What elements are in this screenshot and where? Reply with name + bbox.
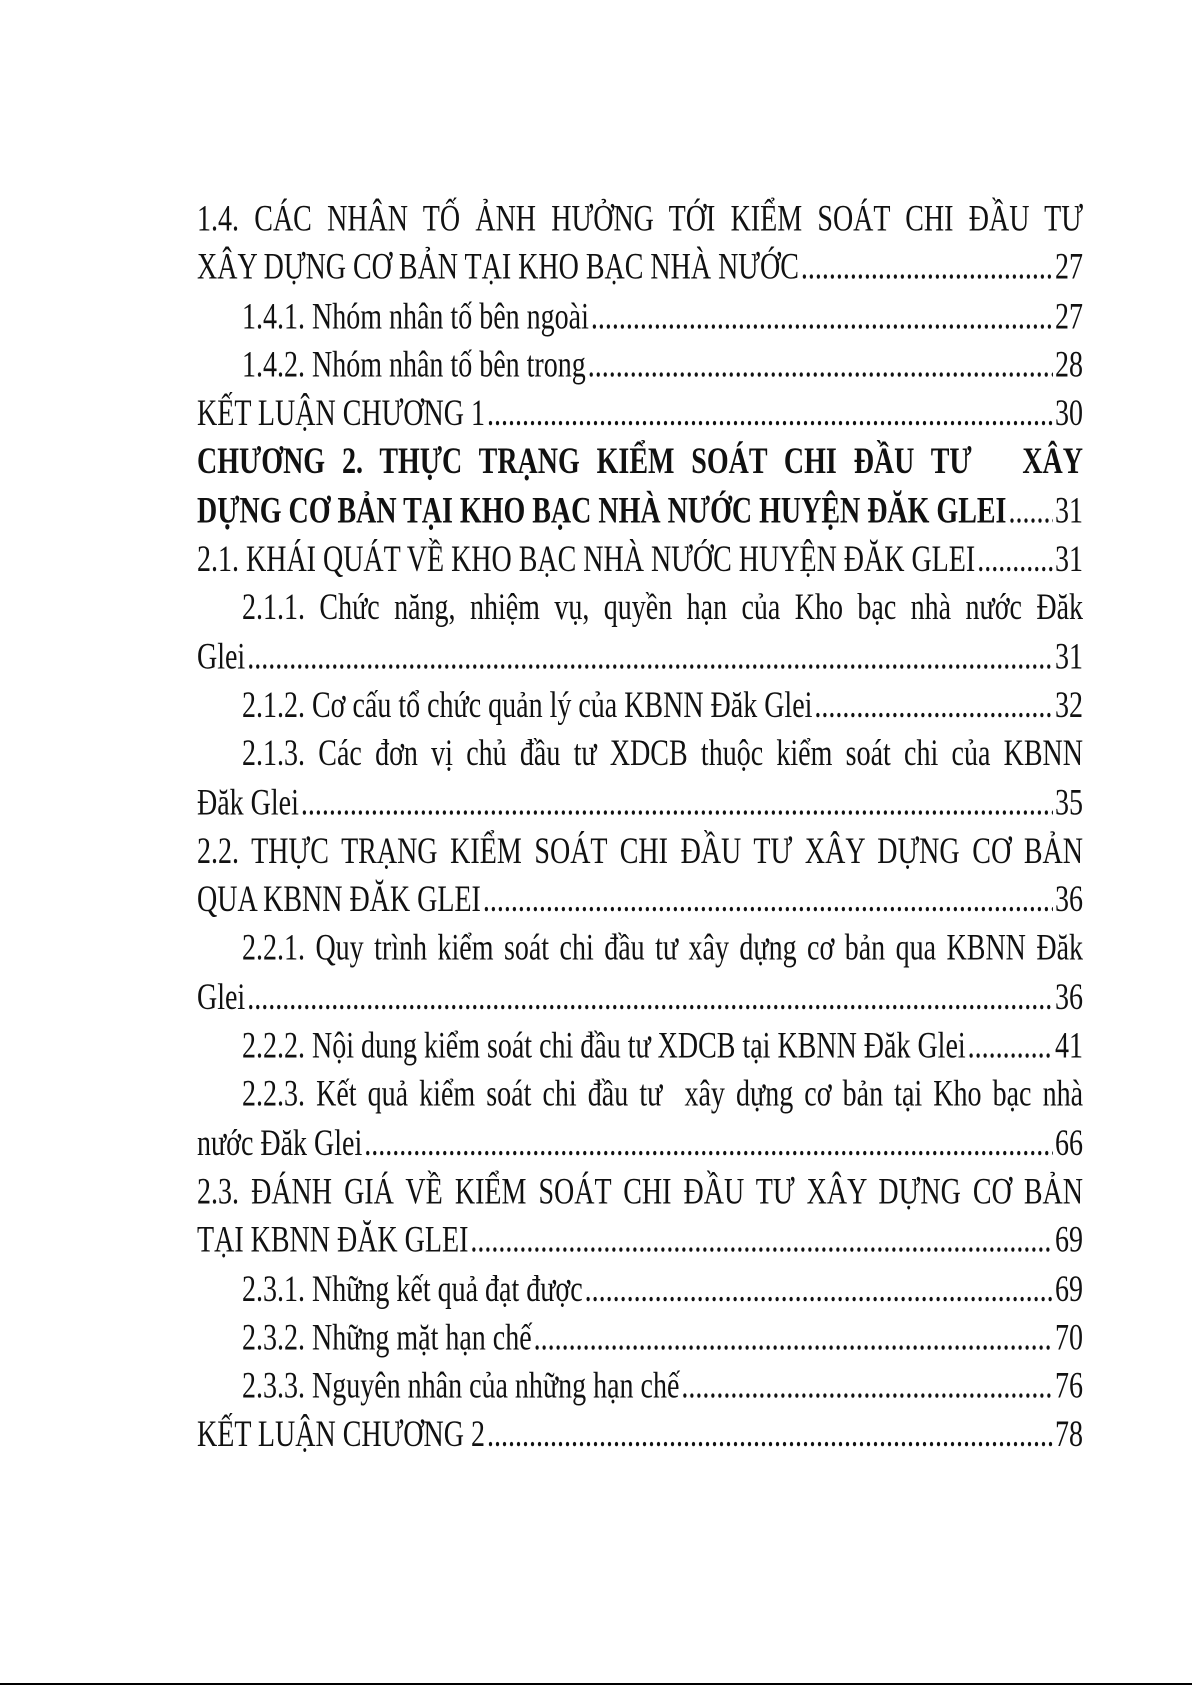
toc-entry[interactable] — [197, 877, 1083, 926]
dot-leader — [364, 1120, 1053, 1169]
dot-leader — [814, 682, 1053, 731]
toc-entry[interactable] — [197, 390, 1083, 439]
toc-page-number: 27 — [1055, 295, 1083, 338]
toc-entry-title: 2.2.2. Nội dung kiểm soát chi đầu tư XDCB tại KBNN Đăk Glei — [242, 1025, 966, 1067]
dot-leader — [483, 877, 1053, 926]
toc-entry-title: 1.4.2. Nhóm nhân tố bên trong — [242, 344, 586, 386]
toc-chapter-line[interactable]: CHƯƠNG 2. THỰC TRẠNG KIỂM SOÁT CHI ĐẦU TƯ XÂY — [197, 441, 1083, 484]
toc-entry[interactable] — [197, 1412, 1083, 1461]
toc-entry-line[interactable]: 2.2.3. Kết quả kiểm soát chi đầu tư xây dựng cơ bản tại Kho bạc nhà — [242, 1073, 1083, 1116]
dot-leader — [470, 1217, 1053, 1266]
toc-page-number: 41 — [1055, 1025, 1083, 1067]
toc-entry-line[interactable]: 2.3. ĐÁNH GIÁ VỀ KIỂM SOÁT CHI ĐẦU TƯ XÂY DỰNG CƠ BẢN — [197, 1171, 1083, 1213]
toc-entry[interactable] — [197, 682, 1083, 731]
toc-entry[interactable] — [197, 1266, 1083, 1315]
dot-leader — [968, 1022, 1053, 1071]
dot-leader — [1008, 487, 1053, 536]
toc-entry-line[interactable]: 2.1.3. Các đơn vị chủ đầu tư XDCB thuộc kiểm soát chi của KBNN — [242, 733, 1083, 775]
toc-page-number: 69 — [1055, 1268, 1083, 1310]
toc-entry-title: TẠI KBNN ĐĂK GLEI — [197, 1219, 469, 1262]
toc-entry-line[interactable]: 2.2. THỰC TRẠNG KIỂM SOÁT CHI ĐẦU TƯ XÂY DỰNG CƠ BẢN — [197, 830, 1083, 873]
dot-leader — [591, 293, 1053, 342]
toc-entry[interactable] — [197, 633, 1083, 682]
toc-page-number: 35 — [1055, 781, 1083, 824]
toc-entry-title: KẾT LUẬN CHƯƠNG 1 — [197, 392, 485, 435]
table-of-contents — [197, 0, 1083, 1460]
toc-page-number: 66 — [1055, 1122, 1083, 1164]
toc-page-number: 32 — [1055, 684, 1083, 727]
dot-leader — [681, 1363, 1053, 1412]
toc-page-number: 78 — [1055, 1414, 1083, 1456]
dot-leader — [588, 342, 1053, 391]
toc-page-number: 36 — [1055, 976, 1083, 1019]
dot-leader — [585, 1266, 1053, 1315]
toc-entry[interactable] — [197, 1022, 1083, 1071]
dot-leader — [534, 1314, 1053, 1363]
toc-entry-title: Đăk Glei — [197, 781, 299, 824]
toc-page-number: 31 — [1055, 538, 1083, 581]
toc-entry-title: nước Đăk Glei — [197, 1122, 363, 1164]
toc-entry[interactable] — [197, 244, 1083, 293]
toc-entry-title: 2.3.3. Nguyên nhân của những hạn chế — [242, 1365, 680, 1408]
toc-entry[interactable] — [197, 293, 1083, 342]
toc-page-number: 70 — [1055, 1316, 1083, 1359]
toc-entry-title: 2.1.2. Cơ cấu tổ chức quản lý của KBNN Đăk Glei — [242, 684, 813, 727]
toc-entry[interactable] — [197, 1217, 1083, 1266]
toc-entry[interactable] — [197, 779, 1083, 828]
toc-page-number: 30 — [1055, 392, 1083, 435]
toc-page-number: 76 — [1055, 1365, 1083, 1408]
dot-leader — [247, 974, 1053, 1023]
toc-entry-title: KẾT LUẬN CHƯƠNG 2 — [197, 1414, 485, 1456]
toc-entry-title: Glei — [197, 636, 246, 678]
toc-entry-title: 1.4.1. Nhóm nhân tố bên ngoài — [242, 295, 589, 338]
toc-entry[interactable] — [197, 536, 1083, 585]
dot-leader — [487, 1412, 1053, 1461]
toc-page-number: 69 — [1055, 1219, 1083, 1262]
dot-leader — [487, 390, 1053, 439]
toc-entry-title: 2.1. KHÁI QUÁT VỀ KHO BẠC NHÀ NƯỚC HUYỆN ĐĂK GLEI — [197, 538, 976, 581]
toc-entry-title: 2.3.1. Những kết quả đạt được — [242, 1268, 583, 1310]
toc-page-number: 28 — [1055, 344, 1083, 386]
toc-page-number: 31 — [1055, 636, 1083, 678]
dot-leader — [801, 244, 1053, 293]
toc-entry[interactable] — [197, 1120, 1083, 1169]
toc-entry-line[interactable]: 2.1.1. Chức năng, nhiệm vụ, quyền hạn của Kho bạc nhà nước Đăk — [242, 587, 1083, 629]
toc-entry-title: Glei — [197, 976, 246, 1019]
toc-entry[interactable] — [197, 974, 1083, 1023]
toc-entry-title: 2.3.2. Những mặt hạn chế — [242, 1316, 532, 1359]
toc-entry[interactable] — [197, 342, 1083, 391]
toc-entry[interactable] — [197, 1363, 1083, 1412]
toc-entry-title: QUA KBNN ĐĂK GLEI — [197, 879, 481, 921]
toc-entry[interactable] — [197, 1314, 1083, 1363]
dot-leader — [977, 536, 1053, 585]
toc-entry-title: XÂY DỰNG CƠ BẢN TẠI KHO BẠC NHÀ NƯỚC — [197, 246, 799, 289]
toc-entry-line[interactable]: 1.4. CÁC NHÂN TỐ ẢNH HƯỞNG TỚI KIỂM SOÁT CHI ĐẦU TƯ — [197, 198, 1083, 240]
toc-chapter-entry[interactable] — [197, 487, 1083, 536]
toc-page-number: 31 — [1055, 490, 1083, 532]
toc-entry-line[interactable]: 2.2.1. Quy trình kiểm soát chi đầu tư xây dựng cơ bản qua KBNN Đăk — [242, 927, 1083, 970]
dot-leader — [301, 779, 1053, 828]
toc-entry-title: DỰNG CƠ BẢN TẠI KHO BẠC NHÀ NƯỚC HUYỆN ĐĂK GLEI — [197, 490, 1007, 532]
toc-page-number: 27 — [1055, 246, 1083, 289]
dot-leader — [247, 633, 1053, 682]
toc-page-number: 36 — [1055, 879, 1083, 921]
